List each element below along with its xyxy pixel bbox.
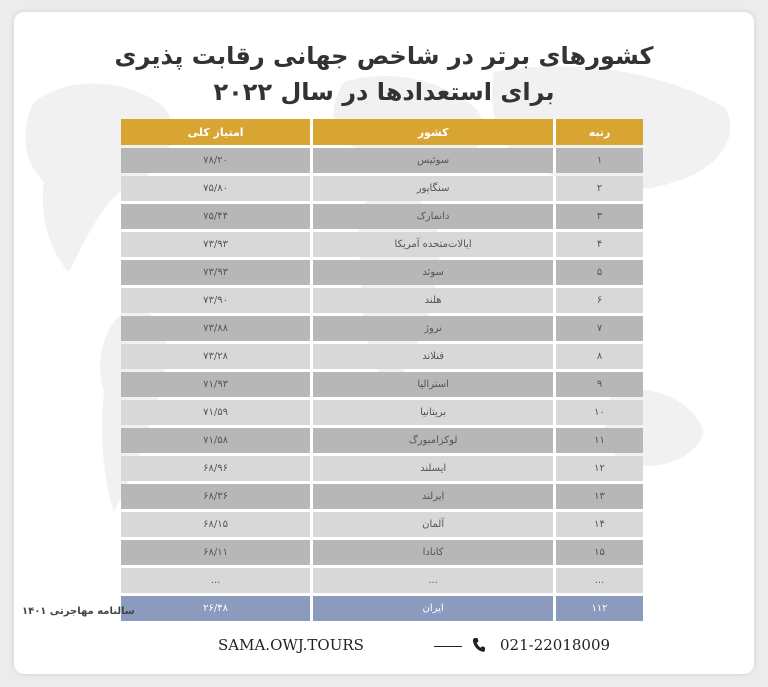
rank-cell: ۷ (556, 316, 643, 341)
score-cell: ۷۱/۹۳ (121, 372, 313, 397)
score-cell: ۶۸/۳۶ (121, 484, 313, 509)
score-cell: ۷۵/۸۰ (121, 176, 313, 201)
score-cell: ۷۳/۹۳ (121, 260, 313, 285)
rank-cell: ۶ (556, 288, 643, 313)
score-cell: ۷۱/۵۸ (121, 428, 313, 453)
country-cell: هلند (313, 288, 556, 313)
score-cell: ۷۵/۴۴ (121, 204, 313, 229)
table-row (121, 456, 643, 481)
score-cell: ... (121, 568, 313, 593)
rank-cell: ۸ (556, 344, 643, 369)
title-line-1: کشورهای برتر در شاخص جهانی رقابت پذیری (114, 42, 654, 70)
rank-cell: ۴ (556, 232, 643, 257)
table-row (121, 204, 643, 229)
country-cell: سوئد (313, 260, 556, 285)
table-row (121, 316, 643, 341)
footer (14, 626, 754, 666)
country-cell: لوکزامبورگ (313, 428, 556, 453)
score-cell: ۲۶/۴۸ (121, 596, 313, 621)
rank-cell: ۲ (556, 176, 643, 201)
score-cell: ۶۸/۱۵ (121, 512, 313, 537)
page-title (14, 38, 754, 110)
rank-cell: ۱ (556, 148, 643, 173)
country-cell: ... (313, 568, 556, 593)
table-row (121, 428, 643, 453)
header-score: امتیاز کلی (121, 119, 313, 145)
table-row (121, 400, 643, 425)
score-cell: ۷۱/۵۹ (121, 400, 313, 425)
country-cell: نروژ (313, 316, 556, 341)
table-row (121, 484, 643, 509)
table-row (121, 540, 643, 565)
country-cell: آلمان (313, 512, 556, 537)
country-cell: دانمارک (313, 204, 556, 229)
divider (434, 646, 462, 647)
header-rank: رتبه (556, 119, 643, 145)
phone-icon (472, 637, 486, 653)
table-row (121, 512, 643, 537)
table-row (121, 288, 643, 313)
score-cell: ۶۸/۱۱ (121, 540, 313, 565)
table-row (121, 176, 643, 201)
rank-cell: ۳ (556, 204, 643, 229)
rank-cell: ۱۲ (556, 456, 643, 481)
rank-cell: ... (556, 568, 643, 593)
country-cell: فنلاند (313, 344, 556, 369)
table-row-iran (121, 596, 643, 621)
country-cell: بریتانیا (313, 400, 556, 425)
rank-cell: ۱۳ (556, 484, 643, 509)
table-row (121, 344, 643, 369)
score-cell: ۶۸/۹۶ (121, 456, 313, 481)
table-header-row (121, 119, 643, 145)
rank-cell: ۱۴ (556, 512, 643, 537)
country-cell: ایرلند (313, 484, 556, 509)
rank-cell: ۱۰ (556, 400, 643, 425)
score-cell: ۷۸/۲۰ (121, 148, 313, 173)
table-row (121, 232, 643, 257)
infographic-card (14, 12, 754, 674)
table-row (121, 148, 643, 173)
country-cell: سوئیس (313, 148, 556, 173)
table-row (121, 372, 643, 397)
country-cell: استرالیا (313, 372, 556, 397)
country-cell: کانادا (313, 540, 556, 565)
source-note: سالنامه مهاجرتی ۱۴۰۱ (22, 606, 135, 617)
score-cell: ۷۳/۸۸ (121, 316, 313, 341)
phone-number[interactable]: 021-22018009 (500, 636, 611, 654)
table-row (121, 260, 643, 285)
rank-cell: ۱۱ (556, 428, 643, 453)
country-cell: ایالات‌متحده آمریکا (313, 232, 556, 257)
table-row-ellipsis (121, 568, 643, 593)
rank-cell: ۱۵ (556, 540, 643, 565)
rank-cell: ۱۱۲ (556, 596, 643, 621)
title-line-2: برای استعدادها در سال ۲۰۲۲ (213, 78, 555, 106)
score-cell: ۷۳/۹۳ (121, 232, 313, 257)
rank-cell: ۵ (556, 260, 643, 285)
ranking-table (121, 116, 643, 624)
country-cell: ایسلند (313, 456, 556, 481)
score-cell: ۷۳/۹۰ (121, 288, 313, 313)
header-country: کشور (313, 119, 556, 145)
rank-cell: ۹ (556, 372, 643, 397)
website-link[interactable]: SAMA.OWJ.TOURS (218, 636, 364, 654)
country-cell: ایران (313, 596, 556, 621)
country-cell: سنگاپور (313, 176, 556, 201)
score-cell: ۷۳/۲۸ (121, 344, 313, 369)
